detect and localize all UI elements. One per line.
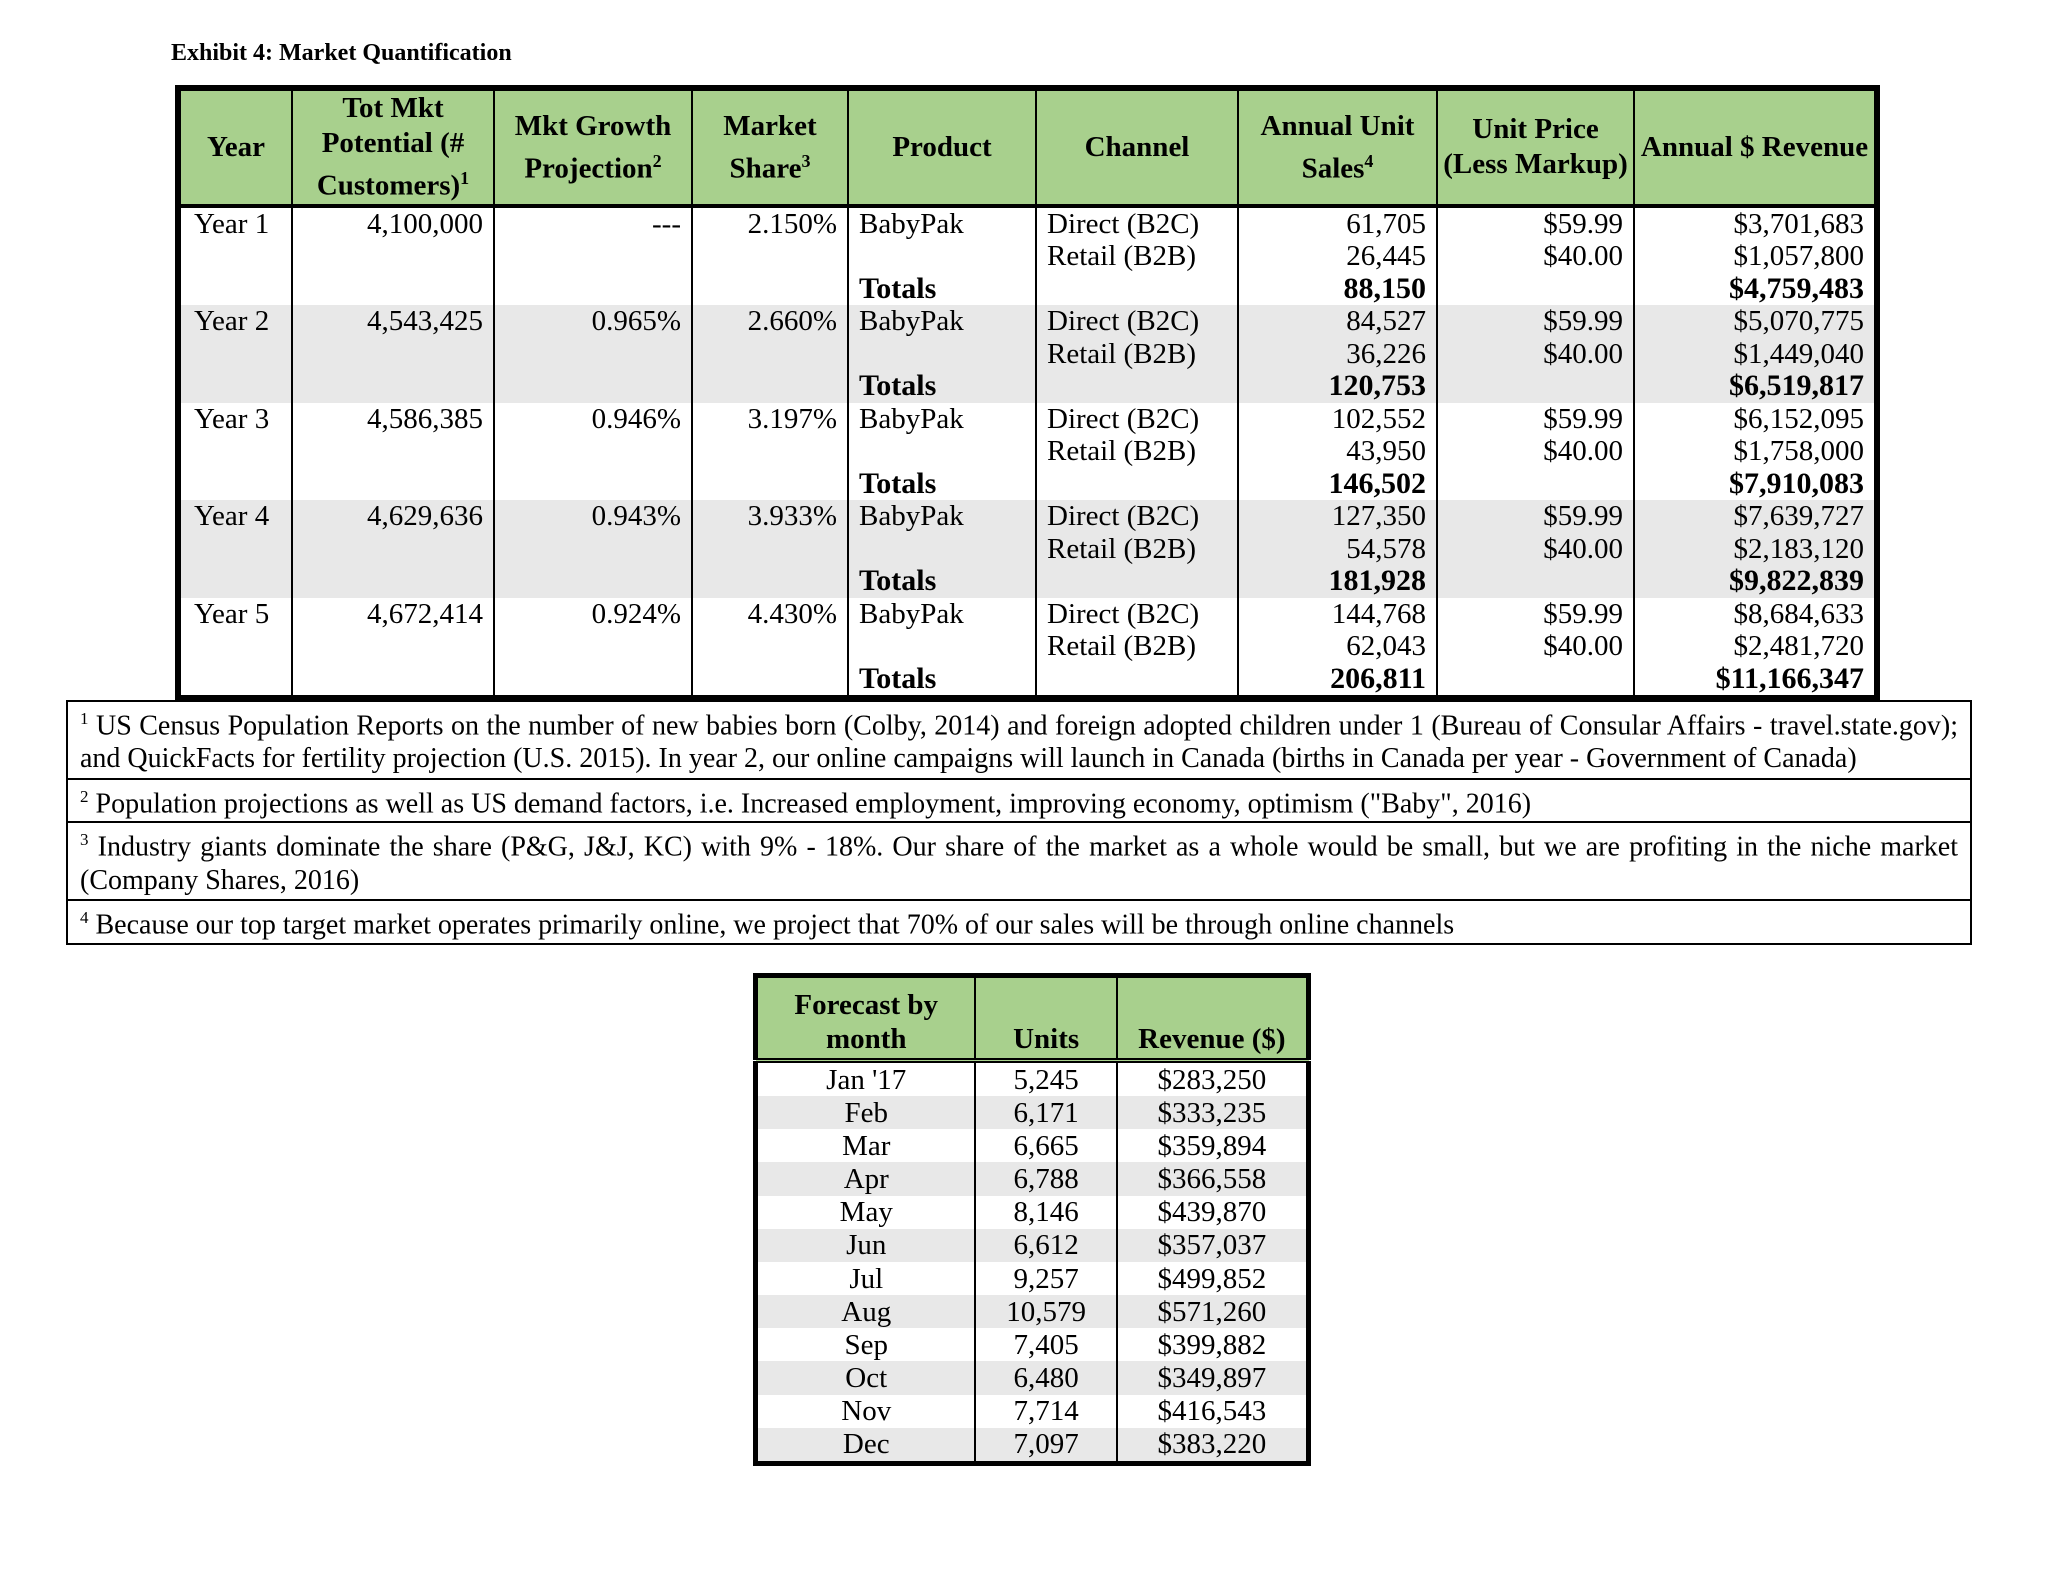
totals-revenue: $6,519,817 — [1634, 370, 1877, 403]
table-row — [178, 435, 1877, 468]
forecast-month: Feb — [756, 1096, 976, 1129]
share-cell — [692, 435, 848, 468]
forecast-row — [756, 1229, 1309, 1262]
header-product: Product — [848, 88, 1036, 206]
header-units: Annual Unit Sales$^4$ — [1238, 88, 1437, 206]
units-cell: 43,950 — [1238, 435, 1437, 468]
header-revenue: Annual $ Revenue — [1634, 88, 1877, 206]
year-cell — [178, 468, 292, 501]
product-cell — [848, 240, 1036, 273]
channel-cell: Retail (B2B) — [1036, 435, 1238, 468]
revenue-cell: $3,701,683 — [1634, 206, 1877, 241]
price-cell: $59.99 — [1437, 500, 1634, 533]
header-share: Market Share$^3$ — [692, 88, 848, 206]
channel-cell — [1036, 468, 1238, 501]
forecast-row — [756, 1328, 1309, 1361]
share-cell: 3.197% — [692, 403, 848, 436]
forecast-month: Dec — [756, 1428, 976, 1464]
year-cell — [178, 273, 292, 306]
forecast-revenue: $349,897 — [1117, 1361, 1309, 1394]
totals-label: Totals — [848, 273, 1036, 306]
totals-revenue: $9,822,839 — [1634, 565, 1877, 598]
year-cell: Year 3 — [178, 403, 292, 436]
forecast-row — [756, 1096, 1309, 1129]
forecast-month: Jun — [756, 1229, 976, 1262]
forecast-row — [756, 1129, 1309, 1162]
price-cell — [1437, 663, 1634, 699]
table-row — [178, 273, 1877, 306]
units-cell: 127,350 — [1238, 500, 1437, 533]
price-cell: $40.00 — [1437, 240, 1634, 273]
table-row — [178, 663, 1877, 699]
forecast-revenue: $383,220 — [1117, 1428, 1309, 1464]
units-cell: 54,578 — [1238, 533, 1437, 566]
year-cell — [178, 338, 292, 371]
year-cell — [178, 240, 292, 273]
growth-cell — [494, 468, 692, 501]
footnote-row — [67, 822, 1971, 900]
table-row — [178, 403, 1877, 436]
revenue-cell: $1,758,000 — [1634, 435, 1877, 468]
price-cell: $59.99 — [1437, 598, 1634, 631]
channel-cell: Direct (B2C) — [1036, 403, 1238, 436]
forecast-units: 5,245 — [975, 1061, 1116, 1097]
product-cell: BabyPak — [848, 598, 1036, 631]
forecast-revenue: $366,558 — [1117, 1162, 1309, 1195]
forecast-revenue: $333,235 — [1117, 1096, 1309, 1129]
footnote-text: Because our top target market operates primarily online, we project that 70% of our sales will be through online channels — [95, 909, 1455, 941]
totals-label: Totals — [848, 663, 1036, 699]
forecast-units: 6,171 — [975, 1096, 1116, 1129]
year-cell: Year 1 — [178, 206, 292, 241]
forecast-row — [756, 1395, 1309, 1428]
growth-cell: 0.924% — [494, 598, 692, 631]
header-growth: Mkt Growth Projection$^2$ — [494, 88, 692, 206]
growth-cell — [494, 370, 692, 403]
growth-cell — [494, 533, 692, 566]
table-row — [178, 500, 1877, 533]
potential-cell — [292, 630, 494, 663]
totals-units: 146,502 — [1238, 468, 1437, 501]
revenue-cell: $5,070,775 — [1634, 305, 1877, 338]
market-quantification-table — [175, 85, 1880, 701]
totals-units: 88,150 — [1238, 273, 1437, 306]
product-cell — [848, 533, 1036, 566]
forecast-row — [756, 1295, 1309, 1328]
channel-cell: Retail (B2B) — [1036, 338, 1238, 371]
forecast-row — [756, 1262, 1309, 1295]
header-channel: Channel — [1036, 88, 1238, 206]
channel-cell — [1036, 565, 1238, 598]
product-cell — [848, 435, 1036, 468]
forecast-revenue: $499,852 — [1117, 1262, 1309, 1295]
header-tot-mkt: Tot Mkt Potential (# Customers)$^1$ — [292, 88, 494, 206]
share-cell: 4.430% — [692, 598, 848, 631]
forecast-revenue: $283,250 — [1117, 1061, 1309, 1097]
table-row — [178, 630, 1877, 663]
channel-cell — [1036, 663, 1238, 699]
revenue-cell: $2,481,720 — [1634, 630, 1877, 663]
channel-cell: Direct (B2C) — [1036, 305, 1238, 338]
growth-cell: --- — [494, 206, 692, 241]
footnote-mark: 3 — [80, 830, 89, 850]
potential-cell: 4,586,385 — [292, 403, 494, 436]
forecast-header-revenue: Revenue ($) — [1117, 976, 1309, 1061]
footnote-text: US Census Population Reports on the number of new babies born (Colby, 2014) and foreign adopted children under 1 (Bureau of Consular Affairs - travel.state.gov); and QuickFacts for fertility projection (U.S. 2015). In year 2, our online campaigns will launch in Canada (births in Canada per year - Government of Canada) — [80, 710, 1959, 775]
channel-cell: Retail (B2B) — [1036, 533, 1238, 566]
footnote-text: Industry giants dominate the share (P&G, J&J, KC) with 9% - 18%. Our share of the market as a whole would be small, but we are profiting in the niche market (Company Shares, 2016) — [80, 831, 1958, 896]
channel-cell: Direct (B2C) — [1036, 500, 1238, 533]
forecast-units: 7,405 — [975, 1328, 1116, 1361]
forecast-units: 7,714 — [975, 1395, 1116, 1428]
totals-units: 181,928 — [1238, 565, 1437, 598]
price-cell: $40.00 — [1437, 435, 1634, 468]
forecast-row — [756, 1361, 1309, 1394]
forecast-row — [756, 1428, 1309, 1464]
forecast-month: Sep — [756, 1328, 976, 1361]
potential-cell: 4,672,414 — [292, 598, 494, 631]
price-cell — [1437, 565, 1634, 598]
year-cell — [178, 663, 292, 699]
totals-label: Totals — [848, 565, 1036, 598]
forecast-units: 10,579 — [975, 1295, 1116, 1328]
year-cell — [178, 370, 292, 403]
share-cell: 3.933% — [692, 500, 848, 533]
forecast-row — [756, 1196, 1309, 1229]
totals-revenue: $11,166,347 — [1634, 663, 1877, 699]
forecast-header-row — [756, 976, 1309, 1061]
units-cell: 36,226 — [1238, 338, 1437, 371]
footnote-cell — [67, 822, 1971, 900]
potential-cell: 4,629,636 — [292, 500, 494, 533]
forecast-units: 6,612 — [975, 1229, 1116, 1262]
forecast-units: 6,788 — [975, 1162, 1116, 1195]
revenue-cell: $2,183,120 — [1634, 533, 1877, 566]
share-cell: 2.150% — [692, 206, 848, 241]
growth-cell — [494, 240, 692, 273]
header-year: Year — [178, 88, 292, 206]
forecast-revenue: $439,870 — [1117, 1196, 1309, 1229]
year-cell — [178, 533, 292, 566]
revenue-cell: $1,057,800 — [1634, 240, 1877, 273]
table-row — [178, 240, 1877, 273]
forecast-month: Oct — [756, 1361, 976, 1394]
footnote-mark: 4 — [80, 908, 89, 928]
price-cell: $59.99 — [1437, 206, 1634, 241]
table-row — [178, 533, 1877, 566]
year-cell: Year 2 — [178, 305, 292, 338]
table-row — [178, 468, 1877, 501]
potential-cell — [292, 468, 494, 501]
year-cell: Year 5 — [178, 598, 292, 631]
price-cell: $40.00 — [1437, 533, 1634, 566]
channel-cell — [1036, 370, 1238, 403]
forecast-units: 7,097 — [975, 1428, 1116, 1464]
forecast-month: Aug — [756, 1295, 976, 1328]
share-cell — [692, 370, 848, 403]
header-price: Unit Price (Less Markup) — [1437, 88, 1634, 206]
share-cell — [692, 533, 848, 566]
price-cell: $59.99 — [1437, 403, 1634, 436]
potential-cell — [292, 338, 494, 371]
revenue-cell: $7,639,727 — [1634, 500, 1877, 533]
share-cell: 2.660% — [692, 305, 848, 338]
header-row — [178, 88, 1877, 206]
forecast-month: May — [756, 1196, 976, 1229]
forecast-units: 6,665 — [975, 1129, 1116, 1162]
potential-cell — [292, 565, 494, 598]
year-cell — [178, 630, 292, 663]
forecast-units: 8,146 — [975, 1196, 1116, 1229]
growth-cell — [494, 273, 692, 306]
units-cell: 62,043 — [1238, 630, 1437, 663]
footnote-text: Population projections as well as US demand factors, i.e. Increased employment, improving economy, optimism ("Baby", 2016) — [95, 788, 1532, 820]
growth-cell — [494, 565, 692, 598]
table-row — [178, 305, 1877, 338]
price-cell: $40.00 — [1437, 338, 1634, 371]
totals-label: Totals — [848, 468, 1036, 501]
potential-cell — [292, 533, 494, 566]
product-cell: BabyPak — [848, 305, 1036, 338]
table-row — [178, 370, 1877, 403]
share-cell — [692, 468, 848, 501]
share-cell — [692, 663, 848, 699]
forecast-month: Jan '17 — [756, 1061, 976, 1097]
growth-cell — [494, 338, 692, 371]
share-cell — [692, 565, 848, 598]
product-cell: BabyPak — [848, 403, 1036, 436]
footnote-row — [67, 701, 1971, 779]
totals-units: 120,753 — [1238, 370, 1437, 403]
growth-cell: 0.943% — [494, 500, 692, 533]
forecast-revenue: $359,894 — [1117, 1129, 1309, 1162]
potential-cell — [292, 370, 494, 403]
potential-cell — [292, 240, 494, 273]
forecast-month: Apr — [756, 1162, 976, 1195]
table-row — [178, 338, 1877, 371]
share-cell — [692, 630, 848, 663]
channel-cell: Retail (B2B) — [1036, 630, 1238, 663]
footnote-cell — [67, 900, 1971, 944]
channel-cell: Retail (B2B) — [1036, 240, 1238, 273]
units-cell: 61,705 — [1238, 206, 1437, 241]
product-cell: BabyPak — [848, 500, 1036, 533]
footnotes-table — [66, 700, 1972, 945]
totals-revenue: $4,759,483 — [1634, 273, 1877, 306]
potential-cell: 4,100,000 — [292, 206, 494, 241]
potential-cell — [292, 273, 494, 306]
price-cell: $59.99 — [1437, 305, 1634, 338]
forecast-units: 6,480 — [975, 1361, 1116, 1394]
channel-cell: Direct (B2C) — [1036, 598, 1238, 631]
price-cell — [1437, 370, 1634, 403]
forecast-units: 9,257 — [975, 1262, 1116, 1295]
product-cell — [848, 630, 1036, 663]
units-cell: 84,527 — [1238, 305, 1437, 338]
forecast-month: Jul — [756, 1262, 976, 1295]
share-cell — [692, 273, 848, 306]
units-cell: 26,445 — [1238, 240, 1437, 273]
footnote-mark: 1 — [80, 709, 89, 728]
channel-cell: Direct (B2C) — [1036, 206, 1238, 241]
potential-cell — [292, 435, 494, 468]
year-cell: Year 4 — [178, 500, 292, 533]
footnote-row — [67, 779, 1971, 823]
totals-label: Totals — [848, 370, 1036, 403]
year-cell — [178, 435, 292, 468]
forecast-revenue: $571,260 — [1117, 1295, 1309, 1328]
share-cell — [692, 338, 848, 371]
forecast-month: Nov — [756, 1395, 976, 1428]
potential-cell: 4,543,425 — [292, 305, 494, 338]
table-row — [178, 598, 1877, 631]
footnote-cell — [67, 701, 1971, 779]
forecast-row — [756, 1162, 1309, 1195]
totals-units: 206,811 — [1238, 663, 1437, 699]
share-cell — [692, 240, 848, 273]
table-row — [178, 206, 1877, 241]
potential-cell — [292, 663, 494, 699]
product-cell: BabyPak — [848, 206, 1036, 241]
channel-cell — [1036, 273, 1238, 306]
forecast-row — [756, 1061, 1309, 1097]
units-cell: 144,768 — [1238, 598, 1437, 631]
price-cell — [1437, 273, 1634, 306]
growth-cell: 0.946% — [494, 403, 692, 436]
growth-cell — [494, 630, 692, 663]
growth-cell — [494, 663, 692, 699]
price-cell — [1437, 468, 1634, 501]
forecast-month: Mar — [756, 1129, 976, 1162]
revenue-cell: $1,449,040 — [1634, 338, 1877, 371]
exhibit-title: Exhibit 4: Market Quantification — [171, 40, 512, 66]
forecast-header-units: Units — [975, 976, 1116, 1061]
forecast-revenue: $357,037 — [1117, 1229, 1309, 1262]
revenue-cell: $8,684,633 — [1634, 598, 1877, 631]
forecast-table — [753, 973, 1311, 1466]
totals-revenue: $7,910,083 — [1634, 468, 1877, 501]
year-cell — [178, 565, 292, 598]
growth-cell: 0.965% — [494, 305, 692, 338]
product-cell — [848, 338, 1036, 371]
footnote-mark: 2 — [80, 786, 89, 806]
table-row — [178, 565, 1877, 598]
units-cell: 102,552 — [1238, 403, 1437, 436]
price-cell: $40.00 — [1437, 630, 1634, 663]
forecast-revenue: $416,543 — [1117, 1395, 1309, 1428]
footnote-row — [67, 900, 1971, 944]
forecast-revenue: $399,882 — [1117, 1328, 1309, 1361]
revenue-cell: $6,152,095 — [1634, 403, 1877, 436]
forecast-header-month: Forecast by month — [756, 976, 976, 1061]
growth-cell — [494, 435, 692, 468]
footnote-cell — [67, 779, 1971, 823]
